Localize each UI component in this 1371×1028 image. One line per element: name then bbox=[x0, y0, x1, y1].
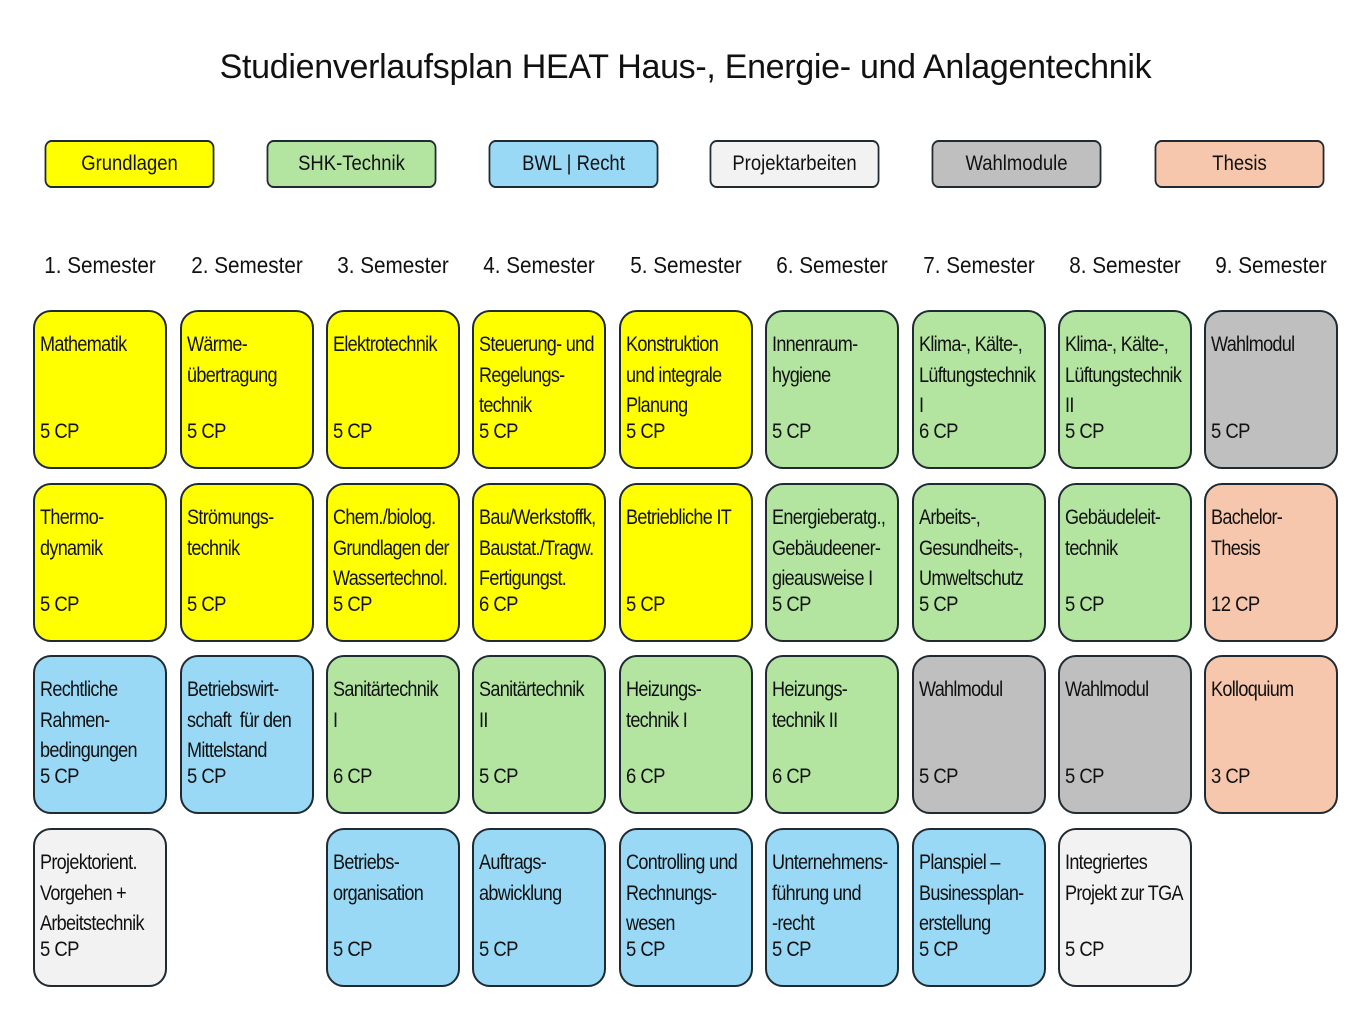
page-title: Studienverlaufsplan HEAT Haus-, Energie- und Anlagentechnik bbox=[219, 48, 1152, 86]
semester-label-9: 9. Semester bbox=[1215, 252, 1327, 278]
module-credits: 5 CP bbox=[919, 938, 958, 961]
module-card bbox=[765, 655, 899, 814]
legend-item-grundlagen: Grundlagen bbox=[45, 140, 215, 188]
module-card bbox=[912, 483, 1046, 642]
module-name: Klima-, Kälte-, Lüftungstechnik II bbox=[1065, 333, 1182, 417]
module-name: Gebäudeleit- technik bbox=[1065, 506, 1161, 560]
module-credits: 5 CP bbox=[333, 420, 372, 443]
module-name: Planspiel – Businessplan- erstellung bbox=[919, 851, 1024, 935]
module-name: Wahlmodul bbox=[919, 678, 1003, 701]
module-credits: 5 CP bbox=[626, 938, 665, 961]
legend-item-wahl: Wahlmodule bbox=[932, 140, 1102, 188]
module-card bbox=[472, 655, 606, 814]
module-card bbox=[1058, 828, 1192, 987]
module-name: Wärme- übertragung bbox=[187, 333, 277, 387]
module-card bbox=[619, 483, 753, 642]
semester-label-6: 6. Semester bbox=[776, 252, 888, 278]
module-name: Controlling und Rechnungs- wesen bbox=[626, 851, 738, 935]
module-card bbox=[472, 310, 606, 469]
module-credits: 6 CP bbox=[772, 765, 811, 788]
module-name: Sanitärtechnik II bbox=[479, 678, 584, 732]
module-name: Mathematik bbox=[40, 333, 127, 356]
module-name: Strömungs- technik bbox=[187, 506, 274, 560]
module-credits: 5 CP bbox=[187, 765, 226, 788]
module-card bbox=[765, 828, 899, 987]
module-credits: 5 CP bbox=[772, 938, 811, 961]
module-credits: 5 CP bbox=[1065, 765, 1104, 788]
module-credits: 12 CP bbox=[1211, 593, 1260, 616]
module-card bbox=[619, 655, 753, 814]
module-name: Heizungs- technik I bbox=[626, 678, 702, 732]
module-credits: 3 CP bbox=[1211, 765, 1250, 788]
module-credits: 5 CP bbox=[479, 938, 518, 961]
module-name: Projektorient. Vorgehen + Arbeitstechnik bbox=[40, 851, 144, 935]
module-card bbox=[326, 655, 460, 814]
module-credits: 5 CP bbox=[626, 420, 665, 443]
module-name: Sanitärtechnik I bbox=[333, 678, 438, 732]
module-card bbox=[1204, 655, 1338, 814]
module-card bbox=[765, 310, 899, 469]
semester-label-5: 5. Semester bbox=[630, 252, 742, 278]
module-card bbox=[326, 828, 460, 987]
module-credits: 5 CP bbox=[479, 765, 518, 788]
module-name: Energieberatg., Gebäudeener- gieausweise I bbox=[772, 506, 886, 590]
module-card bbox=[326, 310, 460, 469]
legend-item-shk: SHK-Technik bbox=[267, 140, 437, 188]
module-credits: 5 CP bbox=[187, 420, 226, 443]
module-card bbox=[619, 828, 753, 987]
module-card bbox=[472, 483, 606, 642]
module-credits: 5 CP bbox=[772, 420, 811, 443]
module-name: Innenraum- hygiene bbox=[772, 333, 858, 387]
module-card bbox=[912, 828, 1046, 987]
module-card bbox=[33, 828, 167, 987]
module-card bbox=[765, 483, 899, 642]
module-name: Unternehmens- führung und -recht bbox=[772, 851, 888, 935]
module-card bbox=[912, 655, 1046, 814]
module-credits: 5 CP bbox=[919, 765, 958, 788]
module-name: Konstruktion und integrale Planung bbox=[626, 333, 722, 417]
module-card bbox=[1058, 310, 1192, 469]
module-card bbox=[619, 310, 753, 469]
semester-label-7: 7. Semester bbox=[923, 252, 1035, 278]
module-name: Auftrags- abwicklung bbox=[479, 851, 562, 905]
module-name: Betriebliche IT bbox=[626, 506, 732, 529]
module-name: Elektrotechnik bbox=[333, 333, 437, 356]
module-name: Wahlmodul bbox=[1211, 333, 1295, 356]
module-credits: 5 CP bbox=[187, 593, 226, 616]
legend-item-thesis: Thesis bbox=[1155, 140, 1325, 188]
module-credits: 5 CP bbox=[919, 593, 958, 616]
module-credits: 5 CP bbox=[1065, 420, 1104, 443]
module-name: Bau/Werkstoffk, Baustat./Tragw. Fertigungst. bbox=[479, 506, 596, 590]
module-name: Wahlmodul bbox=[1065, 678, 1149, 701]
module-credits: 5 CP bbox=[333, 938, 372, 961]
module-name: Steuerung- und Regelungs- technik bbox=[479, 333, 594, 417]
module-credits: 5 CP bbox=[40, 420, 79, 443]
semester-label-8: 8. Semester bbox=[1069, 252, 1181, 278]
module-name: Bachelor- Thesis bbox=[1211, 506, 1283, 560]
module-credits: 5 CP bbox=[333, 593, 372, 616]
module-card bbox=[1058, 655, 1192, 814]
module-credits: 5 CP bbox=[40, 593, 79, 616]
module-credits: 6 CP bbox=[479, 593, 518, 616]
legend-item-bwl: BWL | Recht bbox=[489, 140, 659, 188]
module-card bbox=[1204, 483, 1338, 642]
module-credits: 5 CP bbox=[1211, 420, 1250, 443]
module-card bbox=[1204, 310, 1338, 469]
module-credits: 6 CP bbox=[626, 765, 665, 788]
module-credits: 6 CP bbox=[333, 765, 372, 788]
module-name: Rechtliche Rahmen- bedingungen bbox=[40, 678, 137, 762]
module-card bbox=[180, 483, 314, 642]
module-name: Kolloquium bbox=[1211, 678, 1294, 701]
module-credits: 5 CP bbox=[1065, 938, 1104, 961]
module-name: Chem./biolog. Grundlagen der Wassertechnol. bbox=[333, 506, 449, 590]
module-card bbox=[472, 828, 606, 987]
module-credits: 5 CP bbox=[40, 765, 79, 788]
module-name: Klima-, Kälte-, Lüftungstechnik I bbox=[919, 333, 1036, 417]
module-card bbox=[33, 483, 167, 642]
module-credits: 6 CP bbox=[919, 420, 958, 443]
semester-label-1: 1. Semester bbox=[44, 252, 156, 278]
legend-item-projekt: Projektarbeiten bbox=[710, 140, 880, 188]
module-credits: 5 CP bbox=[40, 938, 79, 961]
module-card bbox=[180, 310, 314, 469]
module-card bbox=[33, 655, 167, 814]
module-card bbox=[912, 310, 1046, 469]
module-name: Betriebs- organisation bbox=[333, 851, 424, 905]
module-credits: 5 CP bbox=[772, 593, 811, 616]
module-credits: 5 CP bbox=[1065, 593, 1104, 616]
module-credits: 5 CP bbox=[626, 593, 665, 616]
module-name: Integriertes Projekt zur TGA bbox=[1065, 851, 1183, 905]
module-name: Heizungs- technik II bbox=[772, 678, 848, 732]
module-card bbox=[326, 483, 460, 642]
semester-label-3: 3. Semester bbox=[337, 252, 449, 278]
module-card bbox=[33, 310, 167, 469]
semester-label-2: 2. Semester bbox=[191, 252, 303, 278]
module-name: Arbeits-, Gesundheits-, Umweltschutz bbox=[919, 506, 1024, 590]
module-name: Thermo- dynamik bbox=[40, 506, 104, 560]
module-name: Betriebswirt- schaft für den Mittelstand bbox=[187, 678, 292, 762]
module-card bbox=[1058, 483, 1192, 642]
module-card bbox=[180, 655, 314, 814]
module-credits: 5 CP bbox=[479, 420, 518, 443]
semester-label-4: 4. Semester bbox=[483, 252, 595, 278]
